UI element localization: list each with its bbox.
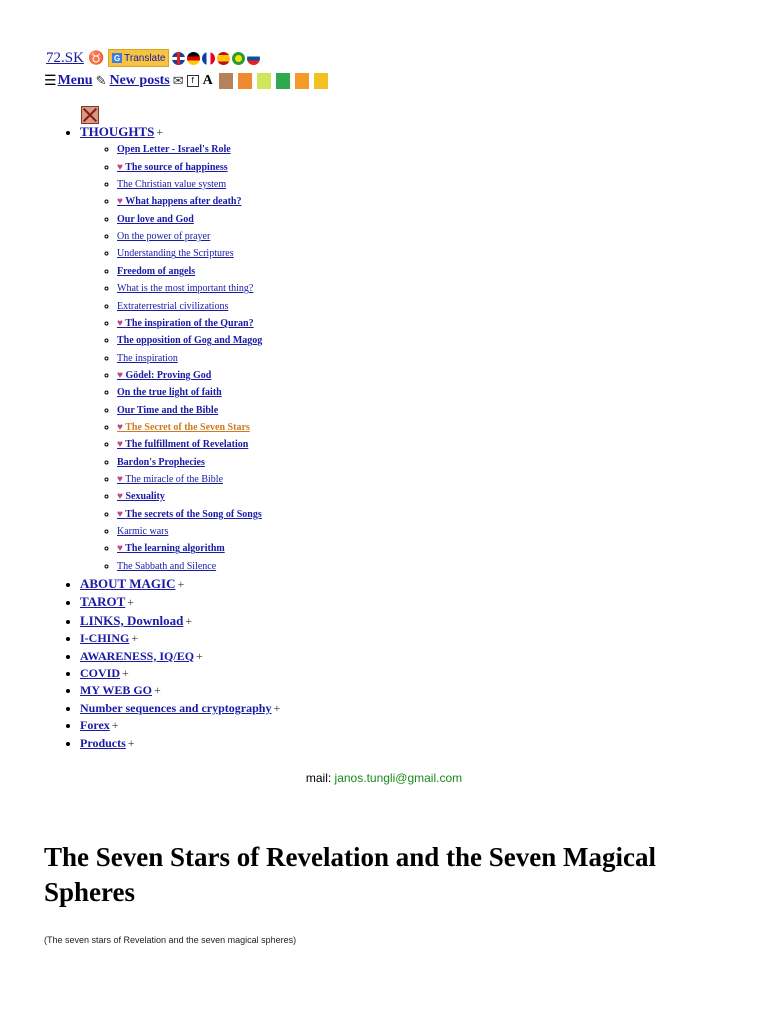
list-item bbox=[117, 367, 280, 384]
menu-item bbox=[80, 630, 280, 647]
menu-link[interactable]: TAROT bbox=[80, 594, 126, 610]
translate-label: Translate bbox=[124, 52, 166, 64]
page-subtitle: (The seven stars of Revelation and the seven magical spheres) bbox=[44, 935, 297, 945]
submenu-link[interactable]: ♥ What happens after death? bbox=[117, 196, 242, 208]
submenu-link[interactable]: ♥ Gödel: Proving God bbox=[117, 369, 212, 381]
heart-icon: ♥ bbox=[117, 473, 123, 485]
menu-item bbox=[80, 735, 280, 752]
flag-fr-icon[interactable] bbox=[202, 52, 215, 65]
flag-uk-icon[interactable] bbox=[172, 52, 185, 65]
submenu-link[interactable]: Open Letter - Israel's Role bbox=[117, 144, 231, 156]
menu-item bbox=[80, 717, 280, 734]
submenu-link[interactable]: ♥ The miracle of the Bible bbox=[117, 473, 224, 485]
mail-label: mail: bbox=[305, 771, 332, 785]
flag-br-icon[interactable] bbox=[232, 52, 245, 65]
submenu-link[interactable]: ♥ The fulfillment of Revelation bbox=[117, 439, 249, 451]
flag-de-icon[interactable] bbox=[187, 52, 200, 65]
list-item bbox=[117, 228, 280, 245]
menu-item-thoughts bbox=[80, 123, 280, 575]
menu-link[interactable]: LINKS, Download bbox=[80, 612, 184, 628]
menu-link[interactable]: Products bbox=[80, 735, 126, 750]
list-item bbox=[117, 332, 280, 349]
list-item bbox=[117, 506, 280, 523]
theme-swatch[interactable] bbox=[238, 73, 252, 89]
submenu-link[interactable]: Freedom of angels bbox=[117, 265, 196, 277]
list-item bbox=[117, 141, 280, 158]
list-item bbox=[117, 540, 280, 557]
list-item bbox=[117, 454, 280, 471]
list-item bbox=[117, 558, 280, 575]
submenu-link[interactable]: The inspiration bbox=[117, 352, 178, 364]
list-item bbox=[117, 402, 280, 419]
list-item bbox=[117, 193, 280, 210]
submenu-link[interactable]: ♥ The inspiration of the Quran? bbox=[117, 317, 254, 329]
flag-sk-icon[interactable] bbox=[247, 52, 260, 65]
list-item bbox=[117, 350, 280, 367]
submenu-link[interactable]: Understanding the Scriptures bbox=[117, 248, 234, 260]
list-item bbox=[117, 384, 280, 401]
expand-icon[interactable]: + bbox=[127, 735, 135, 750]
menu-link[interactable]: MY WEB GO bbox=[80, 683, 153, 698]
submenu-link[interactable]: Karmic wars bbox=[117, 525, 169, 537]
submenu-link[interactable]: Our love and God bbox=[117, 213, 194, 225]
menu-link[interactable]: Forex bbox=[80, 718, 110, 733]
menu-link[interactable]: Number sequences and cryptography bbox=[80, 700, 272, 715]
heart-icon: ♥ bbox=[117, 317, 123, 329]
expand-icon[interactable]: + bbox=[156, 125, 164, 139]
menu-item bbox=[80, 612, 280, 630]
heart-icon: ♥ bbox=[117, 196, 123, 208]
heart-icon: ♥ bbox=[117, 161, 123, 173]
theme-swatch[interactable] bbox=[276, 73, 290, 89]
list-item bbox=[117, 315, 280, 332]
expand-icon[interactable]: + bbox=[273, 700, 281, 715]
flag-es-icon[interactable] bbox=[217, 52, 230, 65]
submenu-link[interactable]: On the true light of faith bbox=[117, 387, 222, 399]
submenu-link[interactable]: ♥ The learning algorithm bbox=[117, 543, 225, 555]
heart-icon: ♥ bbox=[117, 439, 123, 451]
menu-link[interactable]: AWARENESS, IQ/EQ bbox=[80, 648, 195, 663]
expand-icon[interactable]: + bbox=[111, 718, 119, 733]
list-item bbox=[117, 523, 280, 540]
submenu-thoughts bbox=[80, 141, 280, 575]
submenu-link[interactable]: Bardon's Prophecies bbox=[117, 456, 205, 468]
heart-icon: ♥ bbox=[117, 491, 123, 503]
new-posts-link[interactable]: New posts bbox=[109, 73, 170, 88]
close-menu-icon[interactable] bbox=[81, 106, 99, 124]
email-link[interactable]: janos.tungli@gmail.com bbox=[334, 771, 463, 785]
expand-icon[interactable]: + bbox=[127, 595, 135, 610]
expand-icon[interactable]: + bbox=[185, 613, 193, 628]
page-title: The Seven Stars of Revelation and the Seven Magical Spheres bbox=[44, 842, 656, 907]
new-posts-icon: ✎ bbox=[95, 73, 107, 88]
translate-button[interactable] bbox=[108, 49, 169, 67]
google-icon: G bbox=[114, 53, 121, 63]
menu-item bbox=[80, 575, 280, 593]
list-item bbox=[117, 159, 280, 176]
list-item bbox=[117, 436, 280, 453]
list-item bbox=[117, 488, 280, 505]
submenu-link[interactable]: What is the most important thing? bbox=[117, 283, 254, 295]
list-item bbox=[117, 280, 280, 297]
heart-icon: ♥ bbox=[117, 369, 123, 381]
theme-swatch[interactable] bbox=[257, 73, 271, 89]
expand-icon[interactable]: + bbox=[154, 683, 161, 698]
submenu-link[interactable]: The opposition of Gog and Magog bbox=[117, 335, 263, 347]
list-item bbox=[117, 263, 280, 280]
submenu-link[interactable]: ♥ The secrets of the Song of Songs bbox=[117, 508, 262, 520]
font-size-button[interactable]: A bbox=[202, 73, 213, 88]
menu-link-thoughts[interactable]: THOUGHTS bbox=[80, 124, 155, 139]
expand-icon[interactable]: + bbox=[122, 666, 129, 681]
hamburger-icon[interactable]: ☰ bbox=[44, 73, 57, 89]
contact-line bbox=[0, 771, 768, 785]
menu-item bbox=[80, 593, 280, 611]
menu-bar bbox=[44, 70, 333, 92]
theme-swatch[interactable] bbox=[314, 73, 328, 89]
list-item bbox=[117, 211, 280, 228]
heart-icon: ♥ bbox=[117, 543, 123, 555]
theme-swatch[interactable] bbox=[219, 73, 233, 89]
list-item bbox=[117, 471, 280, 488]
menu-link[interactable]: COVID bbox=[80, 666, 121, 681]
submenu-link[interactable]: The Sabbath and Silence bbox=[117, 560, 217, 572]
submenu-link[interactable]: Our Time and the Bible bbox=[117, 404, 219, 416]
menu-item bbox=[80, 665, 280, 682]
list-item bbox=[117, 298, 280, 315]
menu-item bbox=[80, 648, 280, 665]
heart-icon: ♥ bbox=[117, 508, 123, 520]
expand-icon[interactable]: + bbox=[177, 577, 185, 591]
scales-icon[interactable]: ♉ bbox=[87, 50, 105, 65]
submenu-link[interactable]: The Christian value system bbox=[117, 179, 227, 191]
submenu-link[interactable]: ♥ The source of happiness bbox=[117, 161, 228, 173]
list-item bbox=[117, 176, 280, 193]
submenu-link[interactable]: On the power of prayer bbox=[117, 231, 211, 243]
mail-icon[interactable]: ✉ bbox=[172, 73, 184, 88]
expand-icon[interactable]: + bbox=[131, 631, 139, 646]
expand-icon[interactable]: + bbox=[196, 648, 203, 663]
facebook-icon[interactable]: f bbox=[187, 75, 199, 87]
list-item bbox=[117, 245, 280, 262]
submenu-link[interactable]: ♥ Sexuality bbox=[117, 491, 165, 503]
menu-link[interactable]: I-CHING bbox=[80, 631, 130, 646]
list-item bbox=[117, 419, 280, 436]
submenu-link[interactable]: Extraterrestrial civilizations bbox=[117, 300, 229, 312]
menu-link[interactable]: Menu bbox=[57, 73, 93, 88]
theme-swatch[interactable] bbox=[295, 73, 309, 89]
site-home-link[interactable]: 72.SK bbox=[46, 49, 84, 66]
main-menu bbox=[62, 123, 280, 752]
heart-icon: ♥ bbox=[117, 421, 123, 433]
top-bar bbox=[44, 47, 262, 69]
menu-link[interactable]: ABOUT MAGIC bbox=[80, 576, 176, 591]
menu-item bbox=[80, 700, 280, 717]
menu-item bbox=[80, 682, 280, 699]
submenu-link-active[interactable]: ♥ The Secret of the Seven Stars bbox=[117, 421, 250, 433]
